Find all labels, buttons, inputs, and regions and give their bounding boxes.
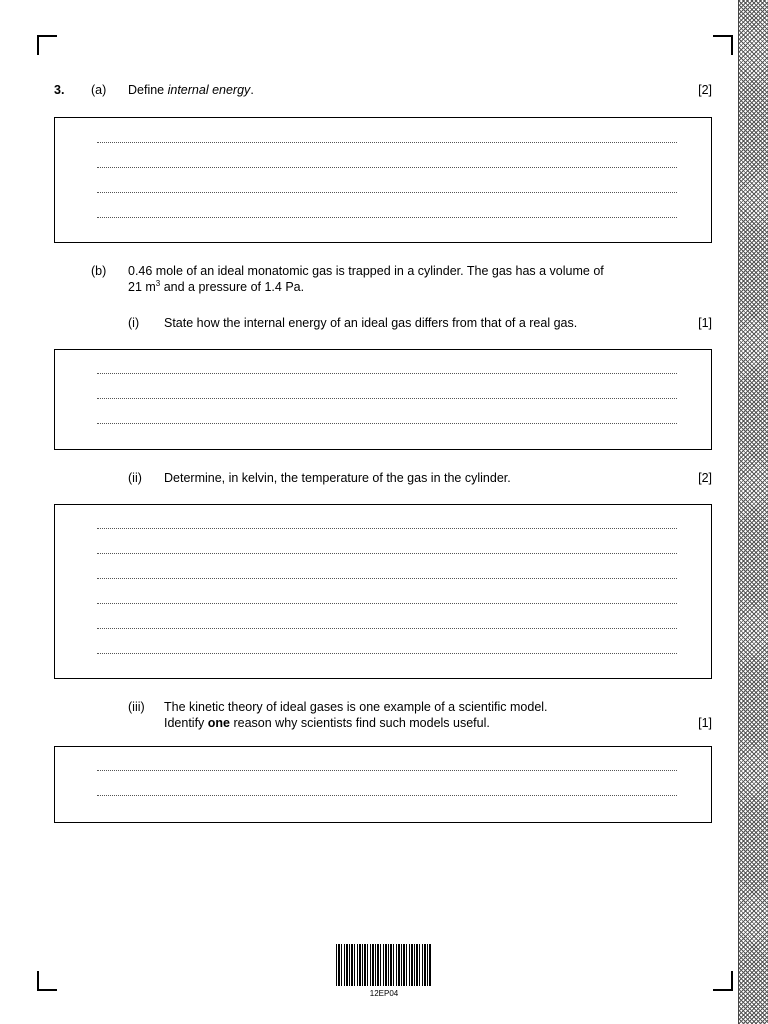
part-b-i-label: (i): [128, 316, 140, 330]
part-b-volume: 21 m: [128, 280, 156, 295]
answer-line: [97, 578, 677, 579]
answer-box-b-iii[interactable]: [54, 746, 712, 823]
answer-box-b-ii[interactable]: [54, 504, 712, 679]
answer-line: [97, 770, 677, 771]
part-a-text-suffix: .: [250, 83, 254, 97]
barcode: [336, 944, 432, 986]
part-b-ii-marks: [2]: [698, 471, 712, 485]
answer-box-b-i[interactable]: [54, 349, 712, 450]
answer-line: [97, 653, 677, 654]
part-b-iii-text-suffix: reason why scientists find such models useful.: [230, 716, 490, 730]
answer-line: [97, 795, 677, 796]
part-b-iii-emphasis: one: [207, 716, 231, 730]
answer-line: [97, 423, 677, 424]
part-a-term: internal energy: [167, 83, 251, 97]
answer-line: [97, 628, 677, 629]
part-b-i-marks: [1]: [698, 316, 712, 330]
part-b-text-line1: 0.46 mole of an ideal monatomic gas is trapped in a cylinder. The gas has a volume of: [128, 264, 604, 278]
answer-line: [97, 398, 677, 399]
answer-line: [97, 528, 677, 529]
answer-line: [97, 553, 677, 554]
part-b-iii-text-line2: [164, 716, 490, 730]
part-a-text-prefix: Define: [128, 83, 168, 97]
answer-line: [97, 167, 677, 168]
crop-mark-top-left: [37, 35, 57, 55]
part-b-iii-label: (iii): [128, 700, 145, 714]
answer-line: [97, 373, 677, 374]
answer-line: [97, 603, 677, 604]
crop-mark-bottom-left: [37, 971, 57, 991]
answer-line: [97, 142, 677, 143]
answer-box-a[interactable]: [54, 117, 712, 243]
margin-hatch: [738, 0, 768, 1024]
part-b-iii-text-prefix: Identify: [164, 716, 208, 730]
crop-mark-top-right: [713, 35, 733, 55]
part-b-iii-marks: [1]: [698, 716, 712, 730]
crop-mark-bottom-right: [713, 971, 733, 991]
part-b-i-text: State how the internal energy of an ideal gas differs from that of a real gas.: [164, 316, 578, 330]
part-b-pressure: and a pressure of 1.4 Pa.: [160, 280, 305, 295]
part-b-label: (b): [91, 264, 107, 278]
part-a-marks: [2]: [698, 83, 712, 97]
part-b-text-line2: [128, 279, 304, 294]
part-a-label: (a): [91, 83, 107, 97]
barcode-label: 12EP04: [369, 989, 399, 998]
part-b-iii-text-line1: The kinetic theory of ideal gases is one example of a scientific model.: [164, 700, 548, 714]
question-number: 3.: [54, 83, 65, 97]
answer-line: [97, 217, 677, 218]
part-a-text: [128, 83, 254, 97]
answer-line: [97, 192, 677, 193]
part-b-ii-text: Determine, in kelvin, the temperature of the gas in the cylinder.: [164, 471, 511, 485]
part-b-volume-exponent: 3: [155, 279, 161, 288]
part-b-ii-label: (ii): [128, 471, 142, 485]
